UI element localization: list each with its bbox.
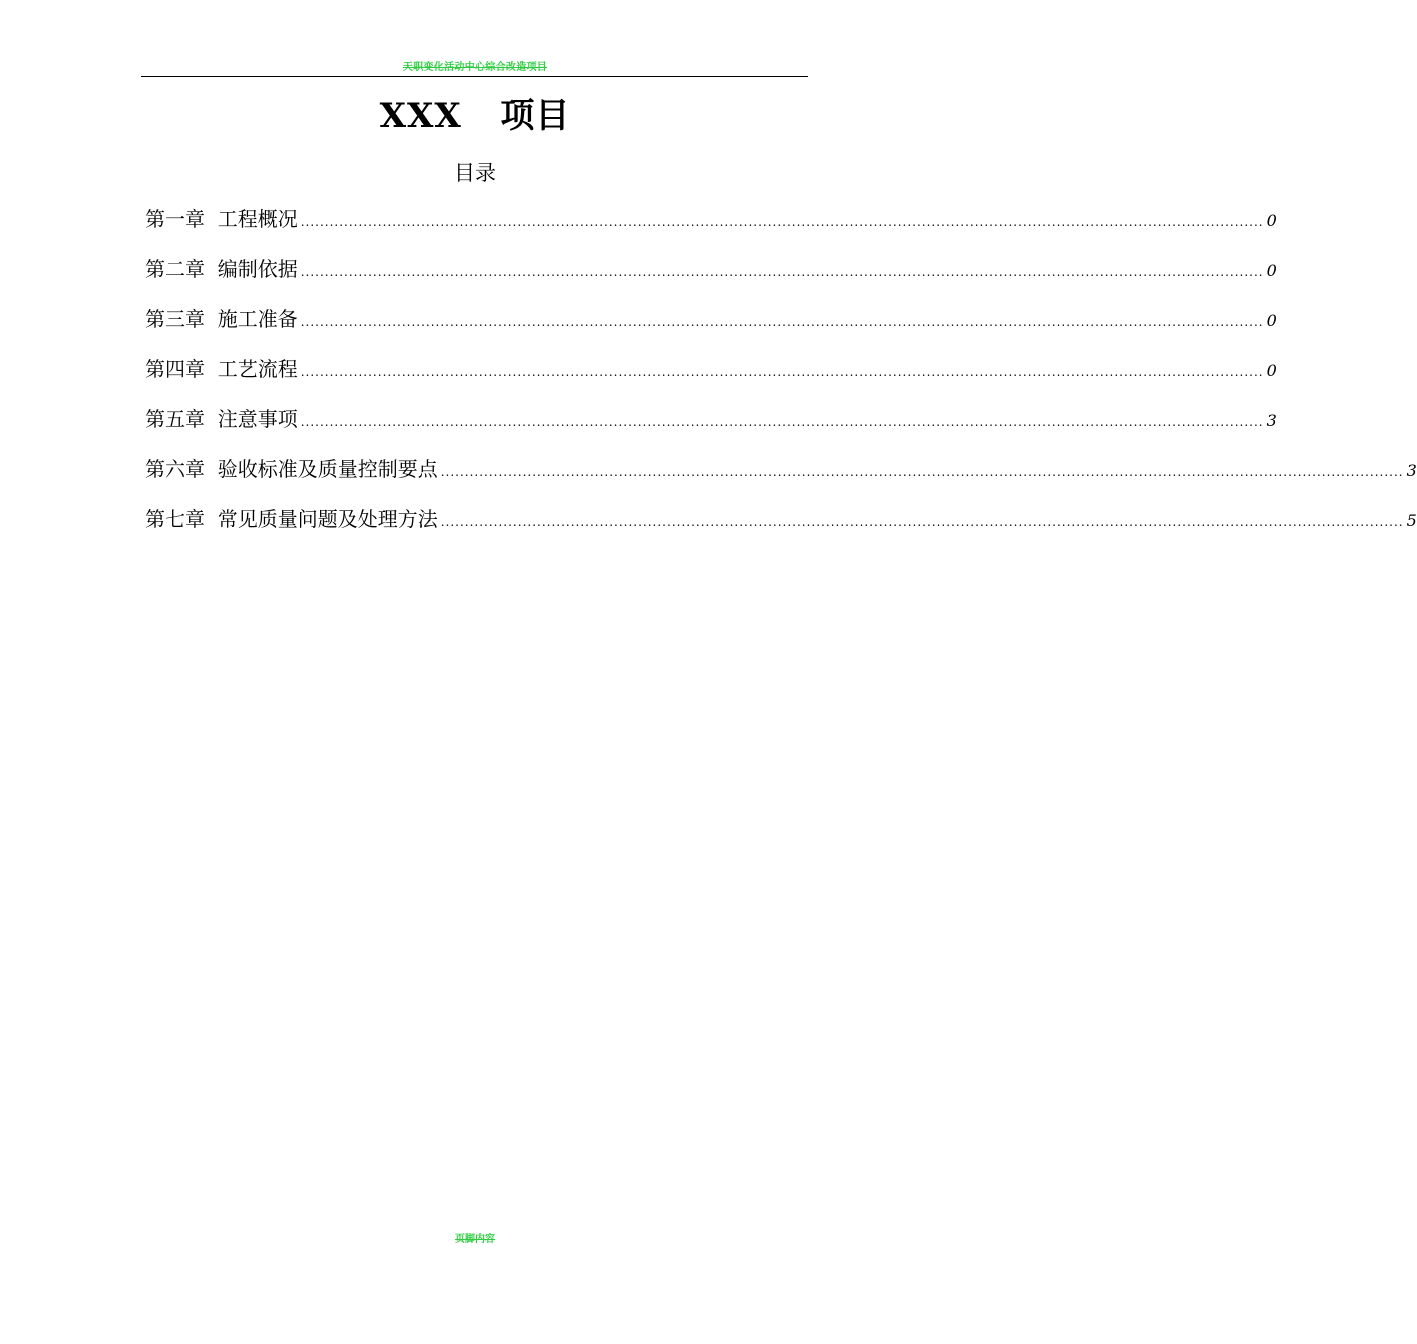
toc-entry-label: 第二章 编制依据: [145, 257, 298, 281]
toc-entry[interactable]: [145, 304, 1277, 354]
page-footer-text: 页脚内容: [455, 1234, 495, 1245]
toc-entry[interactable]: [145, 204, 1277, 254]
toc-entry[interactable]: [145, 354, 1277, 404]
page-header-text: 天职变化活动中心综合改造项目: [402, 62, 548, 73]
document-title: XXX 项目: [379, 96, 571, 136]
toc-dot-leader: ........................................................................................................................................................................................................: [300, 315, 1264, 329]
toc-page-number: 0: [1266, 311, 1277, 330]
toc-dot-leader: ........................................................................................................................................................................................................: [300, 365, 1264, 379]
toc-entry-label: 第一章 工程概况: [145, 207, 298, 231]
toc-entry[interactable]: [145, 254, 1277, 304]
toc-entry-label: 第七章 常见质量问题及处理方法: [145, 507, 438, 531]
toc-entry-label: 第四章 工艺流程: [145, 357, 298, 381]
toc-entry[interactable]: [145, 404, 1277, 454]
toc-dot-leader: ........................................................................................................................................................................................................: [300, 265, 1264, 279]
toc-entry-label: 第三章 施工准备: [145, 307, 298, 331]
toc-dot-leader: ........................................................................................................................................................................................................: [300, 415, 1264, 429]
table-of-contents: [145, 204, 1417, 554]
toc-dot-leader: ........................................................................................................................................................................................................: [440, 465, 1404, 479]
toc-page-number: 5: [1406, 511, 1417, 530]
toc-page-number: 0: [1266, 361, 1277, 380]
toc-page-number: 0: [1266, 211, 1277, 230]
toc-page-number: 3: [1406, 461, 1417, 480]
toc-entry-label: 第六章 验收标准及质量控制要点: [145, 457, 438, 481]
toc-entry[interactable]: [145, 454, 1417, 504]
toc-page-number: 0: [1266, 261, 1277, 280]
toc-dot-leader: ........................................................................................................................................................................................................: [300, 215, 1264, 229]
toc-entry[interactable]: [145, 504, 1417, 554]
toc-page-number: 3: [1266, 411, 1277, 430]
toc-entry-label: 第五章 注意事项: [145, 407, 298, 431]
toc-dot-leader: ........................................................................................................................................................................................................: [440, 515, 1404, 529]
toc-heading: 目录: [454, 161, 496, 185]
header-divider: [141, 76, 808, 77]
